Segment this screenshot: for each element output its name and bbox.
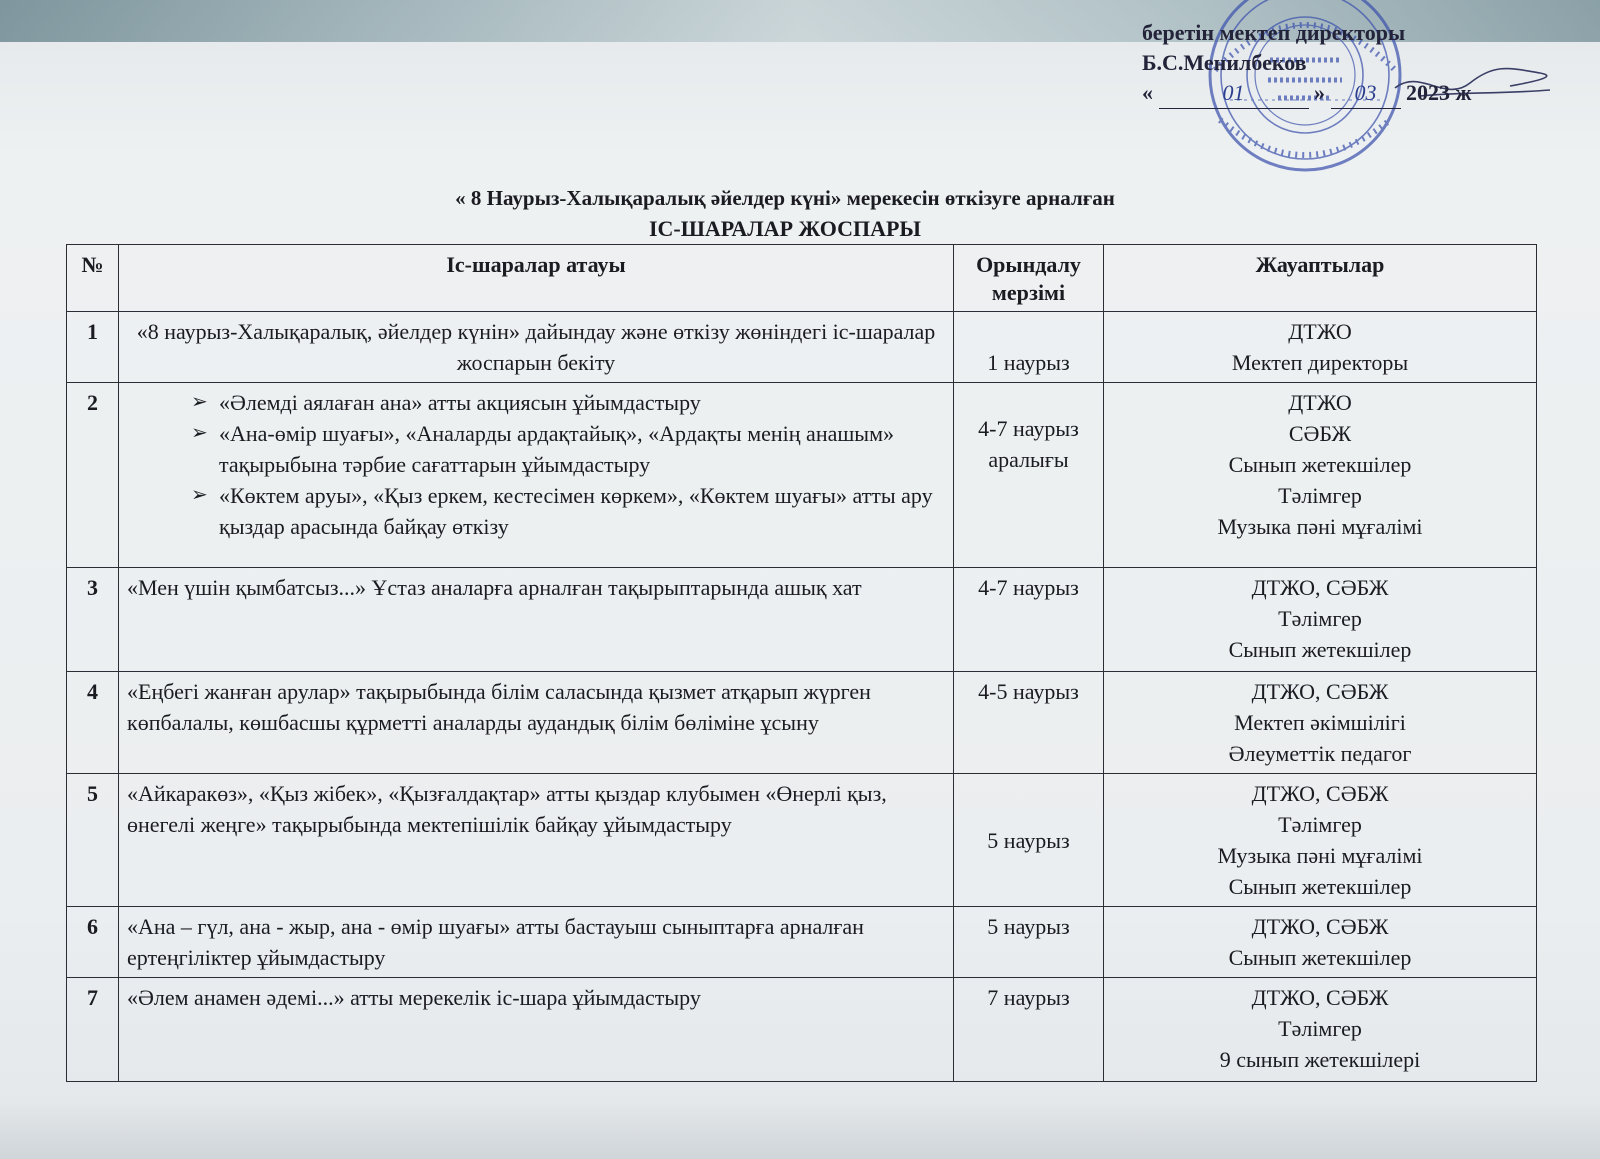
responsible-item: СӘБЖ (1288, 421, 1352, 446)
row-term: 4-7 наурыз аралығы (954, 383, 1104, 568)
header-name: Іс-шаралар атауы (119, 245, 954, 312)
responsible-item: Сынып жетекшілер (1228, 945, 1412, 970)
responsible-item: Музыка пәні мұғалімі (1217, 514, 1423, 539)
table-row (67, 312, 1537, 383)
row-event-name: «Мен үшін қымбатсыз...» Ұстаз аналарға арналған тақырыптарында ашық хат (119, 568, 954, 672)
responsible-item: ДТЖО, СӘБЖ (1251, 985, 1389, 1010)
responsible-item: Музыка пәні мұғалімі (1217, 843, 1423, 868)
row-event-name: «8 наурыз-Халықаралық, әйелдер күнін» дайындау және өткізу жөніндегі іс-шаралар жоспарын бекіту (119, 312, 954, 383)
row-event-name: «Еңбегі жанған арулар» тақырыбында білім саласында қызмет атқарып жүрген көпбалалы, көшбасшы құрметті аналарды аудандық білім бөліміне ұсыну (119, 672, 954, 774)
list-item: ➢ «Көктем аруы», «Қыз еркем, кестесімен көркем», «Көктем шуағы» атты ару қыздар арасында байқау өткізу (197, 480, 945, 542)
responsible-item: ДТЖО, СӘБЖ (1251, 575, 1389, 600)
row-num: 5 (67, 774, 119, 907)
row-event-name: «Айкаракөз», «Қыз жібек», «Қызғалдақтар» атты қыздар клубымен «Өнерлі қыз, өнегелі жеңге» тақырыбында мектепішілік байқау ұйымдастыру (119, 774, 954, 907)
responsible-item: Сынып жетекшілер (1228, 874, 1412, 899)
document-subtitle: « 8 Наурыз-Халықаралық әйелдер күні» мерекесін өткізуге арналған (455, 186, 1115, 210)
row-num: 6 (67, 907, 119, 978)
table-row (67, 774, 1537, 907)
row-num: 4 (67, 672, 119, 774)
header-num: № (67, 245, 119, 312)
list-item: ➢ «Ана-өмір шуағы», «Аналарды ардақтайық», «Ардақты менің анашым» тақырыбына тәрбие сағаттарын ұйымдастыру (197, 418, 945, 480)
row-num: 1 (67, 312, 119, 383)
date-close-quote: » (1314, 80, 1325, 105)
responsible-item: Сынып жетекшілер (1228, 452, 1412, 477)
table-row (67, 383, 1537, 568)
row-event-list (119, 383, 954, 568)
row-num: 3 (67, 568, 119, 672)
row-term: 4-7 наурыз (954, 568, 1104, 672)
responsible-item: Тәлімгер (1278, 812, 1362, 837)
date-open-quote: « (1142, 80, 1153, 105)
row-responsible (1104, 978, 1537, 1082)
date-day: 01 (1159, 78, 1309, 109)
table-header-row (67, 245, 1537, 312)
responsible-item: Мектеп әкімшілігі (1234, 710, 1406, 735)
row-responsible (1104, 672, 1537, 774)
approval-position: беретін мектеп директоры (1142, 20, 1406, 45)
responsible-item: Мектеп директоры (1231, 350, 1409, 375)
responsible-item: Тәлімгер (1278, 606, 1362, 631)
approval-date (1142, 78, 1562, 109)
row-term: 1 наурыз (954, 312, 1104, 383)
responsible-item: ДТЖО, СӘБЖ (1251, 781, 1389, 806)
director-name: Б.С.Менилбеков (1142, 50, 1307, 75)
row-term: 5 наурыз (954, 907, 1104, 978)
events-plan-table (66, 244, 1537, 1082)
row-responsible (1104, 907, 1537, 978)
row-num: 7 (67, 978, 119, 1082)
table-row (67, 978, 1537, 1082)
list-item: ➢ «Әлемді аялаған ана» атты акциясын ұйымдастыру (197, 387, 945, 418)
responsible-item: Сынып жетекшілер (1228, 637, 1412, 662)
table-row (67, 907, 1537, 978)
row-responsible (1104, 312, 1537, 383)
approval-block (1142, 18, 1562, 109)
responsible-item: 9 сынып жетекшілері (1219, 1047, 1421, 1072)
responsible-item: ДТЖО (1288, 319, 1352, 344)
table-row (67, 568, 1537, 672)
responsible-item: Әлеуметтік педагог (1228, 741, 1412, 766)
row-responsible (1104, 383, 1537, 568)
row-term: 7 наурыз (954, 978, 1104, 1082)
responsible-item: Тәлімгер (1278, 1016, 1362, 1041)
table-row (67, 672, 1537, 774)
header-resp: Жауаптылар (1104, 245, 1537, 312)
responsible-item: ДТЖО (1288, 390, 1352, 415)
responsible-item: Тәлімгер (1278, 483, 1362, 508)
row-event-name: «Ана – гүл, ана - жыр, ана - өмір шуағы» атты бастауыш сыныптарға арналған ертеңгіліктер ұйымдастыру (119, 907, 954, 978)
row-responsible (1104, 774, 1537, 907)
row-term: 4-5 наурыз (954, 672, 1104, 774)
document-title: ІС-ШАРАЛАР ЖОСПАРЫ (648, 216, 922, 241)
header-term: Орындалу мерзімі (954, 245, 1104, 312)
row-event-name: «Әлем анамен әдемі...» атты мерекелік іс-шара ұйымдастыру (119, 978, 954, 1082)
responsible-item: ДТЖО, СӘБЖ (1251, 679, 1389, 704)
row-num: 2 (67, 383, 119, 568)
date-year: 2023 ж (1406, 80, 1472, 105)
row-responsible (1104, 568, 1537, 672)
date-month: 03 (1331, 78, 1401, 109)
photo-bottom-shadow (0, 1100, 1600, 1159)
row-term: 5 наурыз (954, 774, 1104, 907)
responsible-item: ДТЖО, СӘБЖ (1251, 914, 1389, 939)
